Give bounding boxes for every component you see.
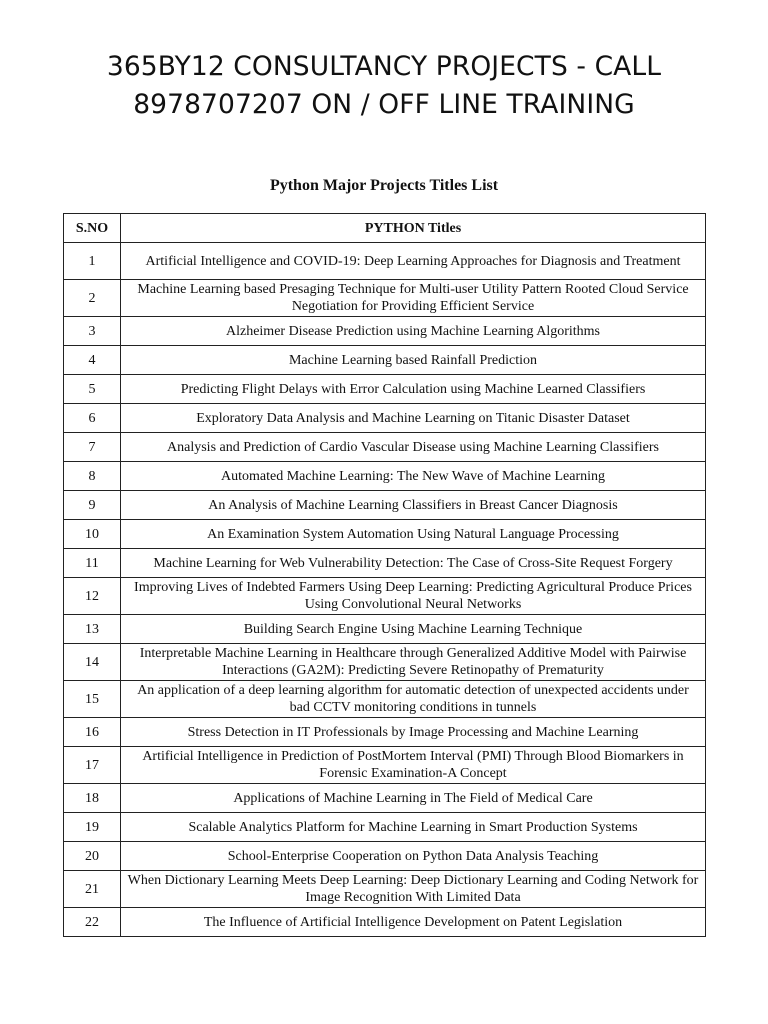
table-row <box>64 644 706 681</box>
row-title: Automated Machine Learning: The New Wave of Machine Learning <box>121 462 706 491</box>
row-sno: 7 <box>64 433 121 462</box>
row-sno: 22 <box>64 908 121 937</box>
row-sno: 13 <box>64 615 121 644</box>
row-title: An Examination System Automation Using Natural Language Processing <box>121 520 706 549</box>
row-sno: 15 <box>64 681 121 718</box>
row-sno: 19 <box>64 813 121 842</box>
row-title: Building Search Engine Using Machine Learning Technique <box>121 615 706 644</box>
row-title: Analysis and Prediction of Cardio Vascular Disease using Machine Learning Classifiers <box>121 433 706 462</box>
row-title: Interpretable Machine Learning in Healthcare through Generalized Additive Model with Pairwise Interactions (GA2M): Predicting Severe Retinopathy of Prematurity <box>121 644 706 681</box>
row-title: An Analysis of Machine Learning Classifiers in Breast Cancer Diagnosis <box>121 491 706 520</box>
row-sno: 17 <box>64 747 121 784</box>
table-row <box>64 549 706 578</box>
row-title: Alzheimer Disease Prediction using Machine Learning Algorithms <box>121 317 706 346</box>
row-title: Machine Learning for Web Vulnerability Detection: The Case of Cross-Site Request Forgery <box>121 549 706 578</box>
row-sno: 14 <box>64 644 121 681</box>
row-title: Artificial Intelligence in Prediction of PostMortem Interval (PMI) Through Blood Biomarkers in Forensic Examination-A Concept <box>121 747 706 784</box>
row-title: When Dictionary Learning Meets Deep Learning: Deep Dictionary Learning and Coding Network for Image Recognition With Limited Data <box>121 871 706 908</box>
row-title: Applications of Machine Learning in The Field of Medical Care <box>121 784 706 813</box>
table-row <box>64 317 706 346</box>
projects-table <box>63 213 706 937</box>
table-row <box>64 375 706 404</box>
row-title: Artificial Intelligence and COVID-19: Deep Learning Approaches for Diagnosis and Treatment <box>121 243 706 280</box>
table-row <box>64 243 706 280</box>
row-sno: 18 <box>64 784 121 813</box>
row-sno: 9 <box>64 491 121 520</box>
table-row <box>64 718 706 747</box>
row-title: Machine Learning based Rainfall Prediction <box>121 346 706 375</box>
page-header <box>0 48 768 124</box>
table-row <box>64 615 706 644</box>
table-row <box>64 681 706 718</box>
table-row <box>64 813 706 842</box>
row-sno: 3 <box>64 317 121 346</box>
table-row <box>64 747 706 784</box>
row-sno: 4 <box>64 346 121 375</box>
row-title: Improving Lives of Indebted Farmers Using Deep Learning: Predicting Agricultural Produce Prices Using Convolutional Neural Networks <box>121 578 706 615</box>
header-line-1: 365BY12 CONSULTANCY PROJECTS - CALL <box>106 51 662 82</box>
table-header-row <box>64 214 706 243</box>
row-sno: 5 <box>64 375 121 404</box>
document-title: Python Major Projects Titles List <box>269 177 499 194</box>
row-sno: 6 <box>64 404 121 433</box>
row-title: Exploratory Data Analysis and Machine Learning on Titanic Disaster Dataset <box>121 404 706 433</box>
row-sno: 11 <box>64 549 121 578</box>
table-row <box>64 908 706 937</box>
table-row <box>64 433 706 462</box>
header-line-2: 8978707207 ON / OFF LINE TRAINING <box>133 89 635 120</box>
table-row <box>64 520 706 549</box>
row-sno: 12 <box>64 578 121 615</box>
row-title: Scalable Analytics Platform for Machine Learning in Smart Production Systems <box>121 813 706 842</box>
row-title: Predicting Flight Delays with Error Calculation using Machine Learned Classifiers <box>121 375 706 404</box>
row-sno: 8 <box>64 462 121 491</box>
row-title: An application of a deep learning algorithm for automatic detection of unexpected accidents under bad CCTV monitoring conditions in tunnels <box>121 681 706 718</box>
row-sno: 2 <box>64 280 121 317</box>
row-title: Machine Learning based Presaging Technique for Multi-user Utility Pattern Rooted Cloud Service Negotiation for Providing Efficient Service <box>121 280 706 317</box>
column-header-title: PYTHON Titles <box>121 214 706 243</box>
table-row <box>64 578 706 615</box>
table-row <box>64 404 706 433</box>
row-sno: 20 <box>64 842 121 871</box>
row-sno: 21 <box>64 871 121 908</box>
row-sno: 1 <box>64 243 121 280</box>
row-sno: 16 <box>64 718 121 747</box>
table-row <box>64 871 706 908</box>
row-title: Stress Detection in IT Professionals by Image Processing and Machine Learning <box>121 718 706 747</box>
table-row <box>64 491 706 520</box>
column-header-sno: S.NO <box>64 214 121 243</box>
row-title: The Influence of Artificial Intelligence Development on Patent Legislation <box>121 908 706 937</box>
table-row <box>64 280 706 317</box>
table-row <box>64 842 706 871</box>
row-title: School-Enterprise Cooperation on Python Data Analysis Teaching <box>121 842 706 871</box>
table-row <box>64 784 706 813</box>
table-row <box>64 462 706 491</box>
row-sno: 10 <box>64 520 121 549</box>
table-body <box>64 243 706 937</box>
table-row <box>64 346 706 375</box>
